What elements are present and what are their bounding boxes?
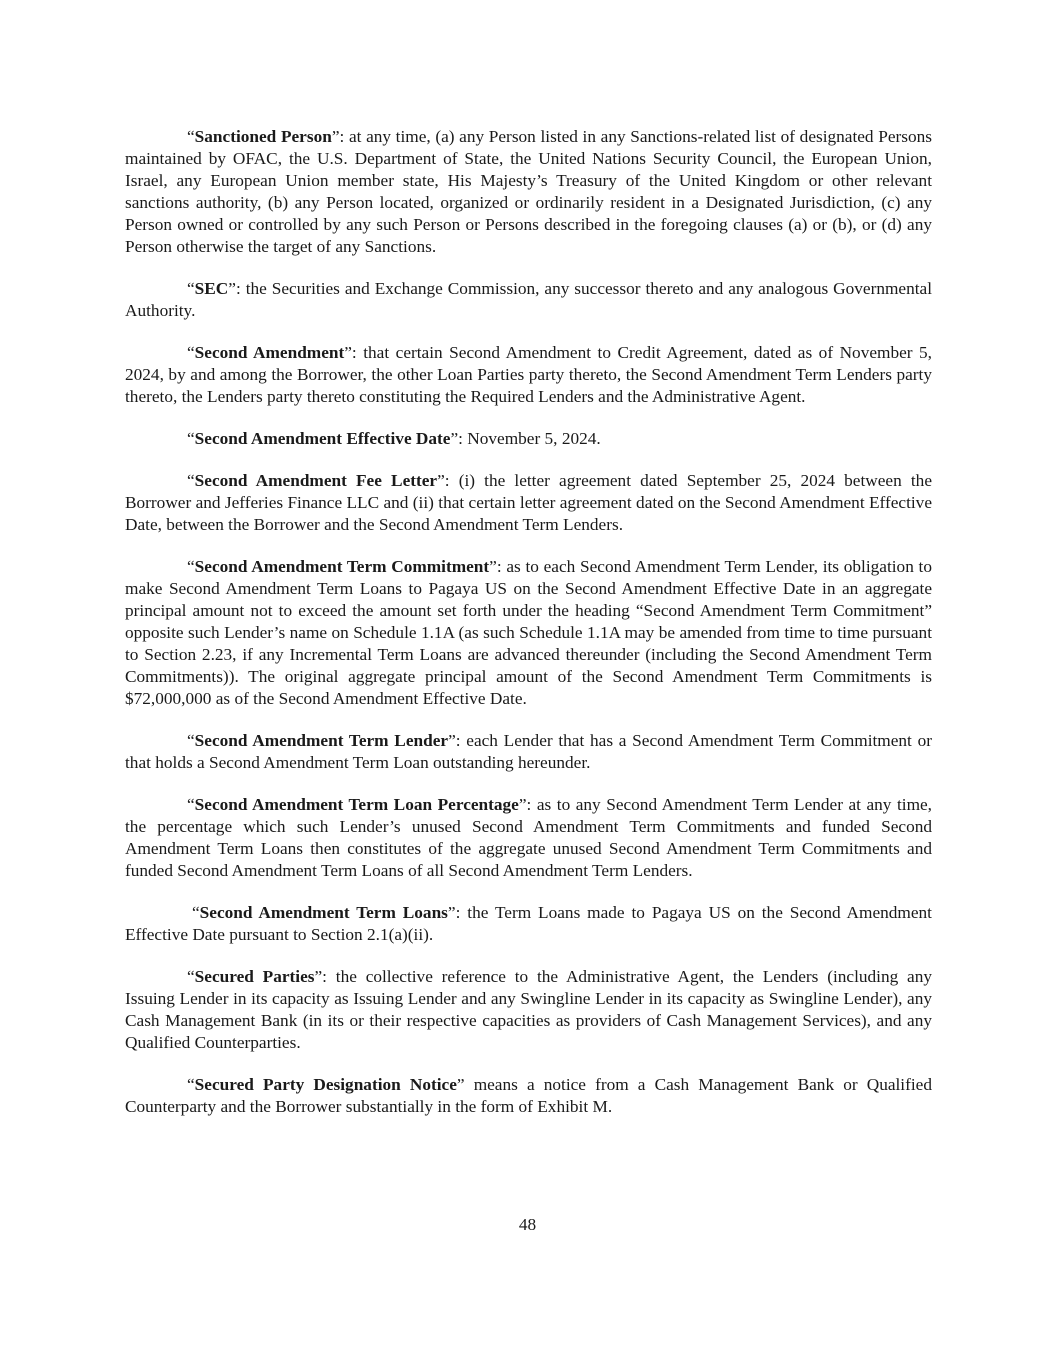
definition-text: that certain Second Amendment to Credit Agreement, dated as of November 5, 2024, by and among the Borrower, the other Loan Parties party thereto, the Second Amendment Term Lenders party thereto, the Lenders party thereto constituting the Required Lenders and the Administrative Agent.	[125, 343, 932, 406]
definition-text: the collective reference to the Administrative Agent, the Lenders (including any Issuing Lender in its capacity as Issuing Lender and any Swingline Lender in its capacity as Swingline Lender), any Cash Management Bank (in its or their respective capacities as providers of Cash Management Services), and any Qualified Counterparties.	[125, 967, 932, 1052]
defined-term: Sanctioned Person	[194, 127, 332, 146]
defined-term: Second Amendment Term Lender	[194, 731, 449, 750]
defined-term: Second Amendment Fee Letter	[194, 471, 438, 490]
page-number: 48	[518, 1215, 537, 1234]
defined-term: Second Amendment Term Loan Percentage	[194, 795, 519, 814]
definition-text: at any time, (a) any Person listed in any Sanctions-related list of designated Persons maintained by OFAC, the U.S. Department of State, the United Nations Security Council, the European Union, Israel, any European Union member state, His Majesty’s Treasury of the United Kingdom or other relevant sanctions authority, (b) any Person located, organized or ordinarily resident in a Designated Jurisdiction, (c) any Person owned or controlled by any such Person or Persons described in the foregoing clauses (a) or (b), or (d) any Person otherwise the target of any Sanctions.	[125, 127, 932, 256]
defined-term: Secured Party Designation Notice	[194, 1075, 457, 1094]
definition-second-amendment-term-lender: “Second Amendment Term Lender”: each Lender that has a Second Amendment Term Commitment or that holds a Second Amendment Term Loan outstanding hereunder.	[125, 731, 932, 772]
term-separator: ”:	[518, 795, 537, 814]
definition-second-amendment-fee-letter: “Second Amendment Fee Letter”: (i) the letter agreement dated September 25, 2024 between the Borrower and Jefferies Finance LLC and (ii) that certain letter agreement dated on the Second Amendment Effective Date, between the Borrower and the Second Amendment Term Lenders.	[125, 471, 932, 534]
definition-sanctioned-person: “Sanctioned Person”: at any time, (a) any Person listed in any Sanctions-related list of designated Persons maintained by OFAC, the U.S. Department of State, the United Nations Security Council, the European Union, Israel, any European Union member state, His Majesty’s Treasury of the United Kingdom or other relevant sanctions authority, (b) any Person located, organized or ordinarily resident in a Designated Jurisdiction, (c) any Person owned or controlled by any such Person or Persons described in the foregoing clauses (a) or (b), or (d) any Person otherwise the target of any Sanctions.	[125, 127, 932, 256]
term-separator: ”:	[228, 279, 246, 298]
term-separator: ”	[456, 1075, 474, 1094]
defined-term: Secured Parties	[194, 967, 315, 986]
defined-term: Second Amendment Term Loans	[199, 903, 448, 922]
definition-text: as to any Second Amendment Term Lender at any time, the percentage which such Lender’s unused Second Amendment Term Commitments and funded Second Amendment Term Loans then constitutes of the aggregate unused Second Amendment Term Commitments and funded Second Amendment Term Loans of all Second Amendment Term Lenders.	[125, 795, 932, 880]
definition-sec: “SEC”: the Securities and Exchange Commission, any successor thereto and any analogous Governmental Authority.	[125, 279, 932, 320]
term-separator: ”:	[447, 903, 468, 922]
defined-term: Second Amendment	[194, 343, 345, 362]
term-separator: ”:	[314, 967, 336, 986]
definition-text: as to each Second Amendment Term Lender, its obligation to make Second Amendment Term Loans to Pagaya US on the Second Amendment Effective Date in an aggregate principal amount not to exceed the amount set forth under the heading “Second Amendment Term Commitment” opposite such Lender’s name on Schedule 1.1A (as such Schedule 1.1A may be amended from time to time pursuant to Section 2.23, if any Incremental Term Loans are advanced thereunder (including the Second Amendment Term Commitments)). The original aggregate principal amount of the Second Amendment Term Commitments is $72,000,000 as of the Second Amendment Effective Date.	[125, 557, 932, 708]
defined-term: Second Amendment Effective Date	[194, 429, 451, 448]
definition-text: November 5, 2024.	[467, 429, 601, 448]
term-separator: ”:	[489, 557, 507, 576]
defined-term: Second Amendment Term Commitment	[194, 557, 490, 576]
term-separator: ”:	[344, 343, 364, 362]
definition-second-amendment-effective-date: “Second Amendment Effective Date”: November 5, 2024.	[187, 429, 601, 448]
definition-second-amendment-term-commitment: “Second Amendment Term Commitment”: as to each Second Amendment Term Lender, its obligation to make Second Amendment Term Loans to Pagaya US on the Second Amendment Effective Date in an aggregate principal amount not to exceed the amount set forth under the heading “Second Amendment Term Commitment” opposite such Lender’s name on Schedule 1.1A (as such Schedule 1.1A may be amended from time to time pursuant to Section 2.23, if any Incremental Term Loans are advanced thereunder (including the Second Amendment Term Commitments)). The original aggregate principal amount of the Second Amendment Term Commitments is $72,000,000 as of the Second Amendment Effective Date.	[125, 557, 932, 708]
definition-text: the Term Loans made to Pagaya US on the Second Amendment Effective Date pursuant to Section 2.1(a)(ii).	[125, 903, 932, 944]
definition-text: (i) the letter agreement dated September 25, 2024 between the Borrower and Jefferies Finance LLC and (ii) that certain letter agreement dated on the Second Amendment Effective Date, between the Borrower and the Second Amendment Term Lenders.	[125, 471, 932, 534]
definition-secured-party-designation-notice: “Secured Party Designation Notice” means a notice from a Cash Management Bank or Qualified Counterparty and the Borrower substantially in the form of Exhibit M.	[125, 1075, 932, 1116]
definition-secured-parties: “Secured Parties”: the collective reference to the Administrative Agent, the Lenders (including any Issuing Lender in its capacity as Issuing Lender and any Swingline Lender in its capacity as Swingline Lender), any Cash Management Bank (in its or their respective capacities as providers of Cash Management Services), and any Qualified Counterparties.	[125, 967, 932, 1052]
definition-second-amendment-term-loan-percentage: “Second Amendment Term Loan Percentage”: as to any Second Amendment Term Lender at any time, the percentage which such Lender’s unused Second Amendment Term Commitments and funded Second Amendment Term Loans then constitutes of the aggregate unused Second Amendment Term Commitments and funded Second Amendment Term Loans of all Second Amendment Term Lenders.	[125, 795, 932, 880]
definition-text: means a notice from a Cash Management Bank or Qualified Counterparty and the Borrower substantially in the form of Exhibit M.	[125, 1075, 932, 1116]
definition-second-amendment: “Second Amendment”: that certain Second Amendment to Credit Agreement, dated as of November 5, 2024, by and among the Borrower, the other Loan Parties party thereto, the Second Amendment Term Lenders party thereto, the Lenders party thereto constituting the Required Lenders and the Administrative Agent.	[125, 343, 932, 406]
defined-term: SEC	[194, 279, 229, 298]
term-separator: ”:	[450, 429, 468, 448]
document-body	[125, 126, 932, 1138]
term-separator: ”:	[437, 471, 459, 490]
definition-text: the Securities and Exchange Commission, any successor thereto and any analogous Governmental Authority.	[125, 279, 932, 320]
definition-second-amendment-term-loans: “Second Amendment Term Loans”: the Term Loans made to Pagaya US on the Second Amendment Effective Date pursuant to Section 2.1(a)(ii).	[125, 903, 932, 944]
term-separator: ”:	[448, 731, 467, 750]
term-separator: ”:	[331, 127, 349, 146]
definition-text: each Lender that has a Second Amendment Term Commitment or that holds a Second Amendment Term Loan outstanding hereunder.	[125, 731, 932, 772]
